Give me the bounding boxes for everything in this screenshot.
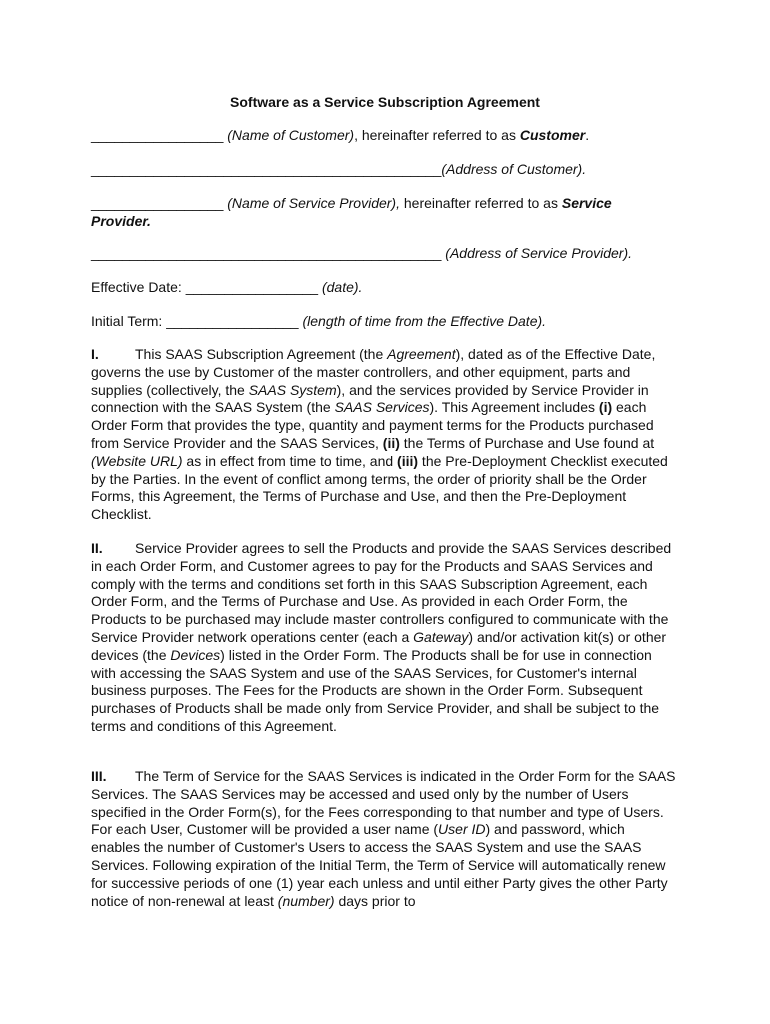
section-2-run: Service Provider agrees to sell the Products and provide the SAAS Services described in each Order Form, and Customer agrees to pay for the Products and SAAS Services and comply with the terms and conditions set forth in this SAAS Subscription Agreement, each Order Form, and the Terms of Purchase and Use. As provided in each Order Form, the Products to be purchased may include master controllers configured to communicate with the Service Provider network operations center (each a	[91, 540, 672, 645]
initial-term-blank: _________________	[166, 313, 299, 329]
customer-address-line	[91, 161, 586, 177]
section-1-run: ). This Agreement includes	[429, 399, 599, 416]
effective-date-label: Effective Date:	[91, 279, 186, 295]
provider-address-label: (Address of Service Provider).	[445, 245, 633, 261]
document-title: Software as a Service Subscription Agreement	[230, 94, 540, 110]
initial-term-line	[91, 313, 546, 329]
provider-name-blank: _________________	[91, 195, 224, 211]
customer-term: Customer	[519, 127, 586, 143]
customer-address-label: (Address of Customer).	[441, 161, 587, 177]
section-1-run: ), dated as of the Effective Date, governs the use by Customer of the master controllers, and other equipment, parts and supplies (collectively, the	[91, 346, 656, 398]
provider-address-blank: _____________________________________________	[91, 245, 442, 261]
section-3-run: The Term of Service for the SAAS Services is indicated in the Order Form for the SAAS Services. The SAAS Services may be accessed and used only by the number of Users specified in the Order Form(s), for the Fees corresponding to that number and type of Users. For each User, Customer will be provided a user name (	[91, 768, 676, 838]
section-2-run: Gateway	[413, 628, 469, 645]
section-1-number: I.	[91, 346, 99, 362]
section-1-run: (Website URL)	[91, 452, 183, 469]
section-3	[91, 768, 676, 910]
section-1-run: This SAAS Subscription Agreement (the	[135, 346, 388, 362]
initial-term-label: Initial Term:	[91, 313, 167, 329]
customer-referral-text: , hereinafter referred to as	[354, 127, 520, 143]
customer-name-line	[91, 127, 589, 143]
section-1	[91, 346, 676, 524]
section-2	[91, 540, 676, 736]
customer-name-label: (Name of Customer)	[227, 127, 355, 143]
section-1-run: SAAS System	[248, 381, 337, 398]
effective-date-hint: (date).	[321, 279, 363, 295]
customer-line-end: .	[585, 127, 590, 143]
section-2-run: ) and/or activation kit(s) or other devices (the	[91, 628, 667, 663]
section-2-run: ) listed in the Order Form. The Products shall be for use in connection with accessing the SAAS System and use of the SAAS Services, for Customer's internal business purposes. The Fees for the Products are shown in the Order Form. Subsequent purchases of Products shall be made only from Service Provider, and shall be subject to the terms and conditions of this Agreement.	[91, 646, 660, 734]
section-3-run: ) and password, which enables the number of Customer's Users to access the SAAS System and use the SAAS Services. Following expiration of the Initial Term, the Term of Service will automatically renew for successive periods of one (1) year each unless and until either Party gives the other Party notice of non-renewal at least	[91, 821, 668, 909]
section-3-run: User ID	[438, 821, 486, 838]
effective-date-blank: _________________	[185, 279, 319, 295]
initial-term-hint: (length of time from the Effective Date).	[302, 313, 547, 329]
provider-term-2: Provider.	[91, 213, 151, 229]
section-3-number: III.	[91, 768, 107, 784]
section-3-run: days prior to	[334, 892, 416, 909]
section-1-run: SAAS Services	[334, 399, 430, 416]
section-1-run: (iii)	[397, 452, 419, 469]
provider-name-line	[91, 194, 681, 230]
section-3-text	[91, 768, 676, 909]
provider-address-line	[91, 245, 632, 261]
section-1-run: Agreement	[387, 346, 456, 362]
section-1-run: the Pre-Deployment Checklist executed by the Parties. In the event of conflict among terms, the order of priority shall be the Order Forms, this Agreement, the Terms of Purchase and Use, and then the Pre-Deployment Checklist.	[91, 452, 668, 523]
provider-term-1: Service	[561, 195, 612, 211]
section-2-text	[91, 540, 671, 734]
provider-name-label: (Name of Service Provider),	[227, 195, 400, 211]
section-1-run: the Terms of Purchase and Use found at	[399, 434, 655, 451]
provider-referral-text: hereinafter referred to as	[399, 195, 562, 211]
section-1-run: (i)	[598, 399, 613, 416]
section-1-run: ), and the services provided by Service Provider in connection with the SAAS System (the	[91, 381, 649, 416]
section-1-run: each Order Form that provides the type, quantity and payment terms for the Products purchased from Service Provider and the SAAS Services,	[91, 399, 654, 451]
section-1-run: (ii)	[382, 434, 400, 451]
section-2-run: Devices	[170, 646, 221, 663]
section-1-text	[91, 346, 668, 522]
customer-name-blank: _________________	[91, 127, 224, 143]
section-1-run: as in effect from time to time, and	[182, 452, 398, 469]
section-2-number: II.	[91, 540, 103, 556]
customer-address-blank: _____________________________________________	[91, 161, 442, 177]
effective-date-line	[91, 279, 362, 295]
section-3-run: (number)	[277, 892, 335, 909]
